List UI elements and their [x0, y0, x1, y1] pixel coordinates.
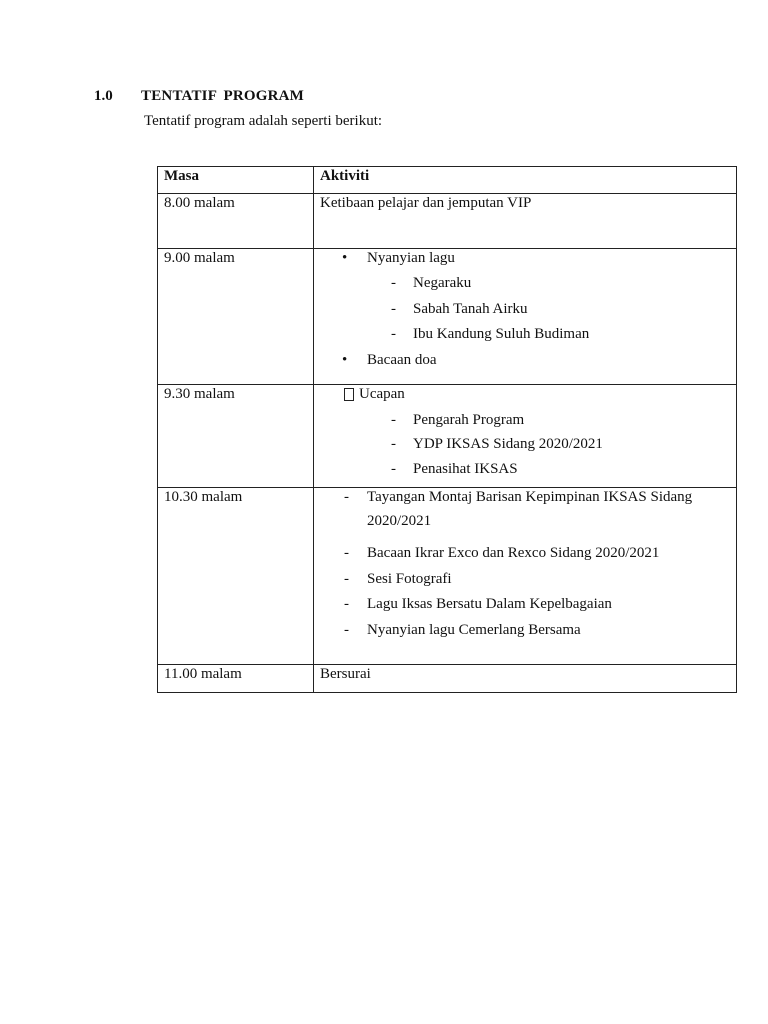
- header-activity: Aktiviti: [320, 168, 370, 184]
- intro-text: Tentatif program adalah seperti berikut:: [144, 113, 383, 129]
- row-activity: [314, 385, 736, 487]
- dash-marker: -: [391, 326, 396, 342]
- dash-marker: -: [344, 489, 349, 505]
- activity-item: Sesi Fotografi: [367, 571, 452, 587]
- dash-marker: -: [391, 275, 396, 291]
- dash-marker: -: [391, 412, 396, 428]
- activity-item-continued: 2020/2021: [367, 513, 432, 529]
- dash-marker: -: [391, 436, 396, 452]
- row-time: 9.00 malam: [158, 249, 314, 384]
- dash-marker: -: [391, 461, 396, 477]
- row-time: 10.30 malam: [158, 488, 314, 664]
- table-row: [158, 248, 736, 384]
- activity-item: Bacaan Ikrar Exco dan Rexco Sidang 2020/2021: [367, 545, 660, 561]
- dash-marker: -: [344, 596, 349, 612]
- activity-subitem: Sabah Tanah Airku: [413, 301, 528, 317]
- table-header-row: [158, 167, 736, 193]
- activity-subitem: Pengarah Program: [413, 412, 525, 428]
- activity-subitem: Negaraku: [413, 275, 472, 291]
- row-time: 9.30 malam: [158, 385, 314, 487]
- dash-marker: -: [344, 571, 349, 587]
- activity-item: Ucapan: [359, 386, 405, 402]
- activity-subitem: YDP IKSAS Sidang 2020/2021: [413, 436, 603, 452]
- dash-marker: -: [344, 545, 349, 561]
- bullet-marker: •: [342, 250, 348, 266]
- activity-item: Nyanyian lagu: [367, 250, 455, 266]
- row-activity: Bersurai: [320, 666, 371, 682]
- activity-subitem: Penasihat IKSAS: [413, 461, 518, 477]
- row-activity: Ketibaan pelajar dan jemputan VIP: [320, 195, 532, 211]
- activity-item: Lagu Iksas Bersatu Dalam Kepelbagaian: [367, 596, 612, 612]
- table-row: [158, 384, 736, 487]
- program-table: [157, 166, 737, 693]
- section-title: TENTATIF PROGRAM: [141, 88, 305, 104]
- dash-marker: -: [344, 622, 349, 638]
- row-activity: [314, 488, 736, 664]
- section-number: 1.0: [94, 88, 113, 104]
- activity-item: Nyanyian lagu Cemerlang Bersama: [367, 622, 581, 638]
- activity-subitem: Ibu Kandung Suluh Budiman: [413, 326, 590, 342]
- dash-marker: -: [391, 301, 396, 317]
- activity-item: Bacaan doa: [367, 352, 437, 368]
- row-time: 11.00 malam: [158, 665, 314, 692]
- row-time: 8.00 malam: [158, 194, 314, 248]
- bullet-marker: •: [342, 352, 348, 368]
- table-row: [158, 664, 736, 692]
- table-row: [158, 487, 736, 664]
- table-row: [158, 193, 736, 248]
- box-bullet-icon: [344, 388, 359, 405]
- activity-item: Tayangan Montaj Barisan Kepimpinan IKSAS Sidang: [367, 489, 693, 505]
- row-activity: [314, 249, 736, 384]
- header-time: Masa: [158, 167, 314, 193]
